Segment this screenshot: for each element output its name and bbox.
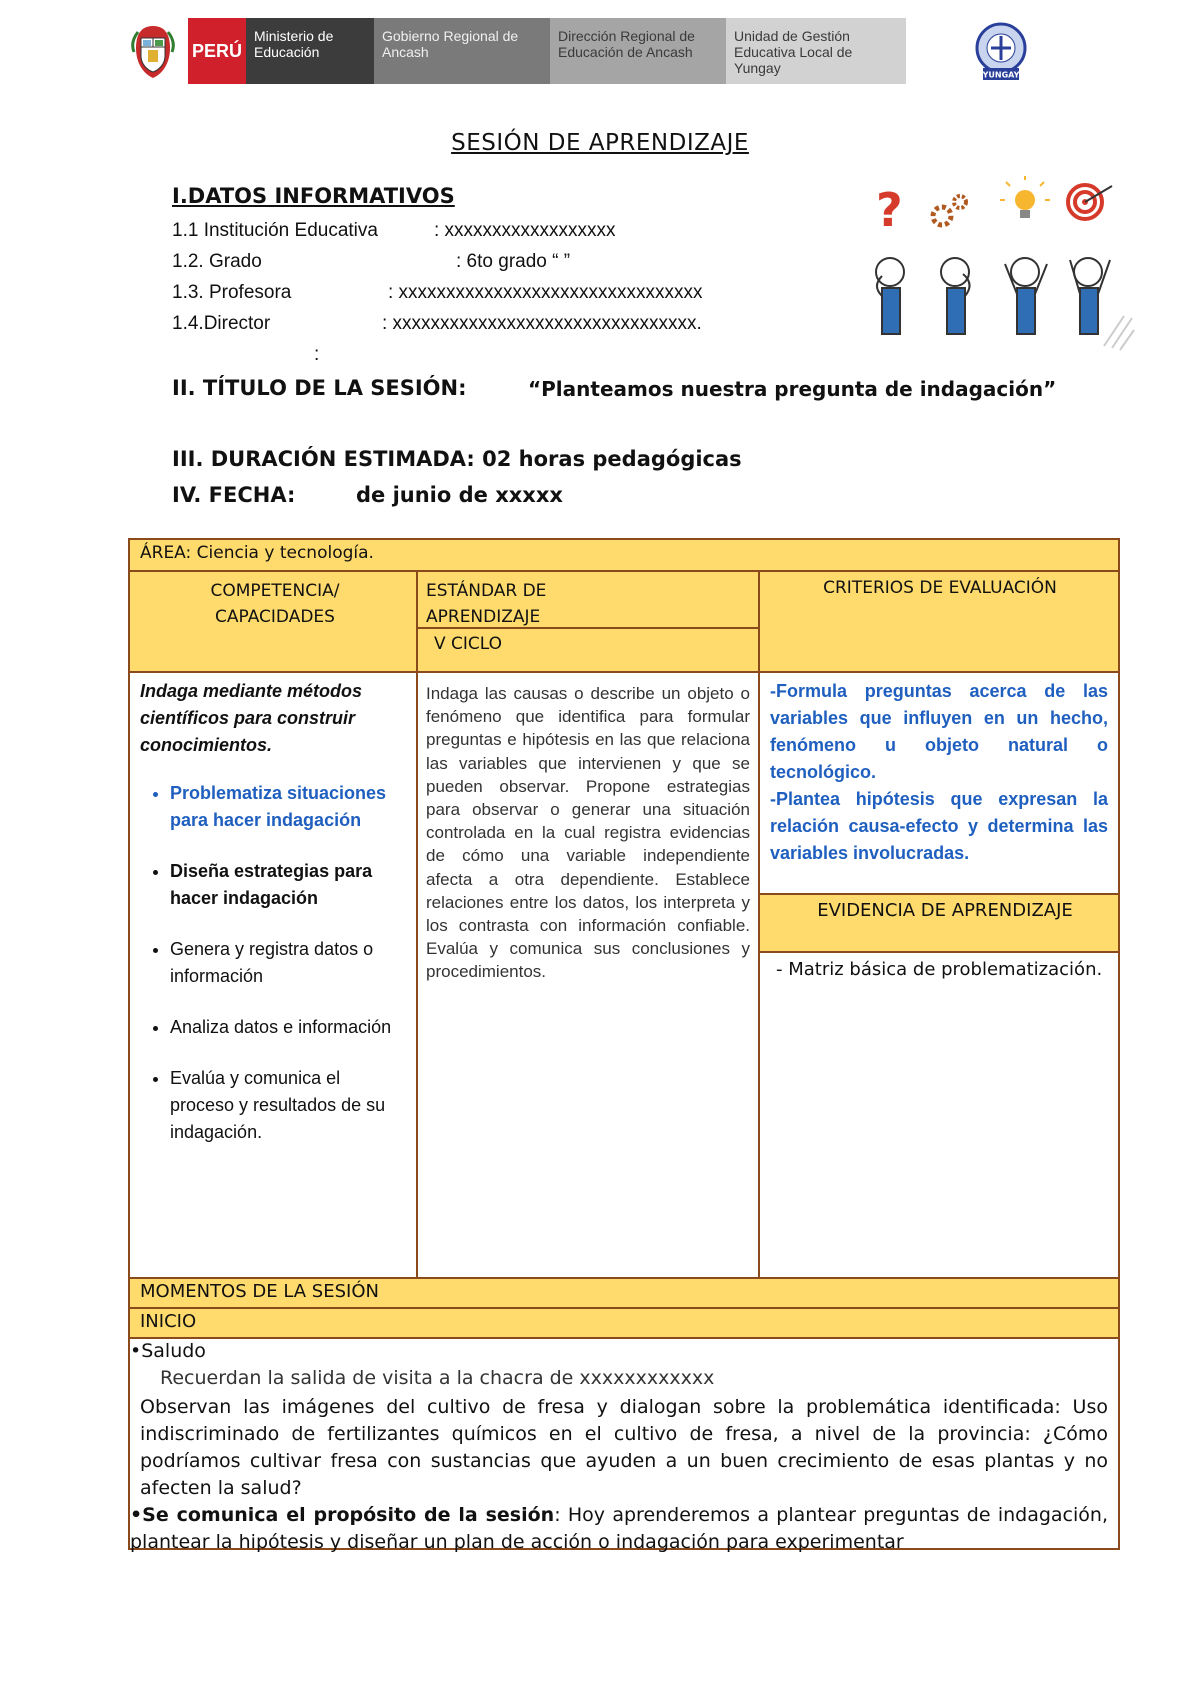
lightbulb-icon xyxy=(1000,176,1050,218)
capacidad-item: • Analiza datos e información xyxy=(170,1014,408,1041)
recuerdan-text: Recuerdan la salida de visita a la chacra de xxxxxxxxxxxx xyxy=(160,1367,715,1389)
capacidades-list xyxy=(138,780,408,1170)
thinking-figures-illustration xyxy=(860,176,1140,366)
question-mark-icon xyxy=(876,183,903,237)
momentos-label: MOMENTOS DE LA SESIÓN xyxy=(140,1281,379,1302)
evidencia-header: EVIDENCIA DE APRENDIZAJE xyxy=(817,900,1073,921)
datos-label-4: 1.4.Director xyxy=(172,313,271,334)
competencia-text: Indaga mediante métodos científicos para construir conocimientos. xyxy=(140,681,363,755)
duracion-line: III. DURACIÓN ESTIMADA: 02 horas pedagógicas xyxy=(172,447,742,471)
proposito-text xyxy=(130,1502,1108,1556)
titulo-value: “Planteamos nuestra pregunta de indagación” xyxy=(528,377,1057,401)
ministry-label: Ministerio de Educación xyxy=(246,18,374,84)
ugel-label: Unidad de Gestión Educativa Local de Yungay xyxy=(726,18,906,84)
datos-value-3: : xxxxxxxxxxxxxxxxxxxxxxxxxxxxxxxx xyxy=(388,282,703,303)
coat-of-arms-icon xyxy=(130,22,176,80)
evidencia-text: - Matriz básica de problematización. xyxy=(776,959,1103,980)
estandar-header: ESTÁNDAR DE APRENDIZAJE xyxy=(426,581,547,627)
datos-label-3: 1.3. Profesora xyxy=(172,282,292,303)
svg-text:?: ? xyxy=(876,183,903,237)
svg-text:YUNGAY: YUNGAY xyxy=(982,70,1020,80)
saludo-item: •Saludo xyxy=(130,1340,206,1362)
header-banner xyxy=(130,18,1050,84)
capacidad-item: • Evalúa y comunica el proceso y resultados de su indagación. xyxy=(170,1065,408,1146)
capacidad-item: • Genera y registra datos o información xyxy=(170,936,408,990)
datos-label-2: 1.2. Grado xyxy=(172,251,262,272)
fecha-value: de junio de xxxxx xyxy=(356,483,563,507)
titulo-label: II. TÍTULO DE LA SESIÓN: xyxy=(172,376,467,400)
proposito-label: •Se comunica el propósito de la sesión xyxy=(130,1504,555,1526)
competencia-header: COMPETENCIA/ CAPACIDADES xyxy=(210,581,340,627)
ciclo-label: V CICLO xyxy=(434,634,503,654)
datos-colon: : xyxy=(314,344,320,365)
regional-direction-label: Dirección Regional de Educación de Ancash xyxy=(550,18,726,84)
peru-label: PERÚ xyxy=(188,18,246,84)
datos-value-4: : xxxxxxxxxxxxxxxxxxxxxxxxxxxxxxxx. xyxy=(382,313,702,334)
area-label: ÁREA: Ciencia y tecnología. xyxy=(140,543,374,563)
criterio-1: -Formula preguntas acerca de las variables que influyen en un hecho, fenómeno u objeto natural o tecnológico. xyxy=(770,681,1108,782)
ugel-yungay-logo-icon xyxy=(970,20,1032,82)
fecha-label: IV. FECHA: xyxy=(172,483,296,507)
target-icon xyxy=(1068,185,1112,219)
capacidad-item: • Diseña estrategias para hacer indagación xyxy=(170,858,408,912)
observan-text: Observan las imágenes del cultivo de fresa y dialogan sobre la problemática identificada: Uso indiscriminado de fertilizantes químicos en el cultivo de fresa, a nivel de la provincia: ¿Cómo podríamos cultivar fresa con sustancias que ayuden a un buen crecimiento de esas plantas y no afecten la salud? xyxy=(140,1396,1108,1499)
inicio-label: INICIO xyxy=(140,1311,197,1332)
gears-icon xyxy=(933,196,966,225)
criterios-header: CRITERIOS DE EVALUACIÓN xyxy=(823,578,1057,598)
proposito-body: : Hoy aprenderemos a plantear preguntas de indagación, plantear la hipótesis y diseñar un plan de acción o indagación para experimentar xyxy=(130,1504,1108,1553)
regional-government-label: Gobierno Regional de Ancash xyxy=(374,18,550,84)
capacidad-item: • Problematiza situaciones para hacer indagación xyxy=(170,780,408,834)
datos-heading: I.DATOS INFORMATIVOS xyxy=(172,184,455,208)
criterio-2: -Plantea hipótesis que expresan la relación causa-efecto y determina las variables involucradas. xyxy=(770,789,1108,863)
datos-label-1: 1.1 Institución Educativa xyxy=(172,220,378,241)
estandar-text: Indaga las causas o describe un objeto o fenómeno que identifica para formular preguntas e hipótesis en las que relaciona las variables que intervienen y que se pueden observar. Propone estrategias para observar o generar una situación controlada en la cual registra evidencias de cómo una variable independiente afecta a otra dependiente. Establece relaciones entre los datos, los interpreta y los contrasta con información confiable. Evalúa y comunica sus conclusiones y procedimientos. xyxy=(426,684,750,982)
page-title: SESIÓN DE APRENDIZAJE xyxy=(451,130,749,156)
datos-value-2: : 6to grado “ ” xyxy=(456,251,571,272)
datos-value-1: : xxxxxxxxxxxxxxxxxx xyxy=(434,220,616,241)
session-table xyxy=(128,538,1120,1553)
